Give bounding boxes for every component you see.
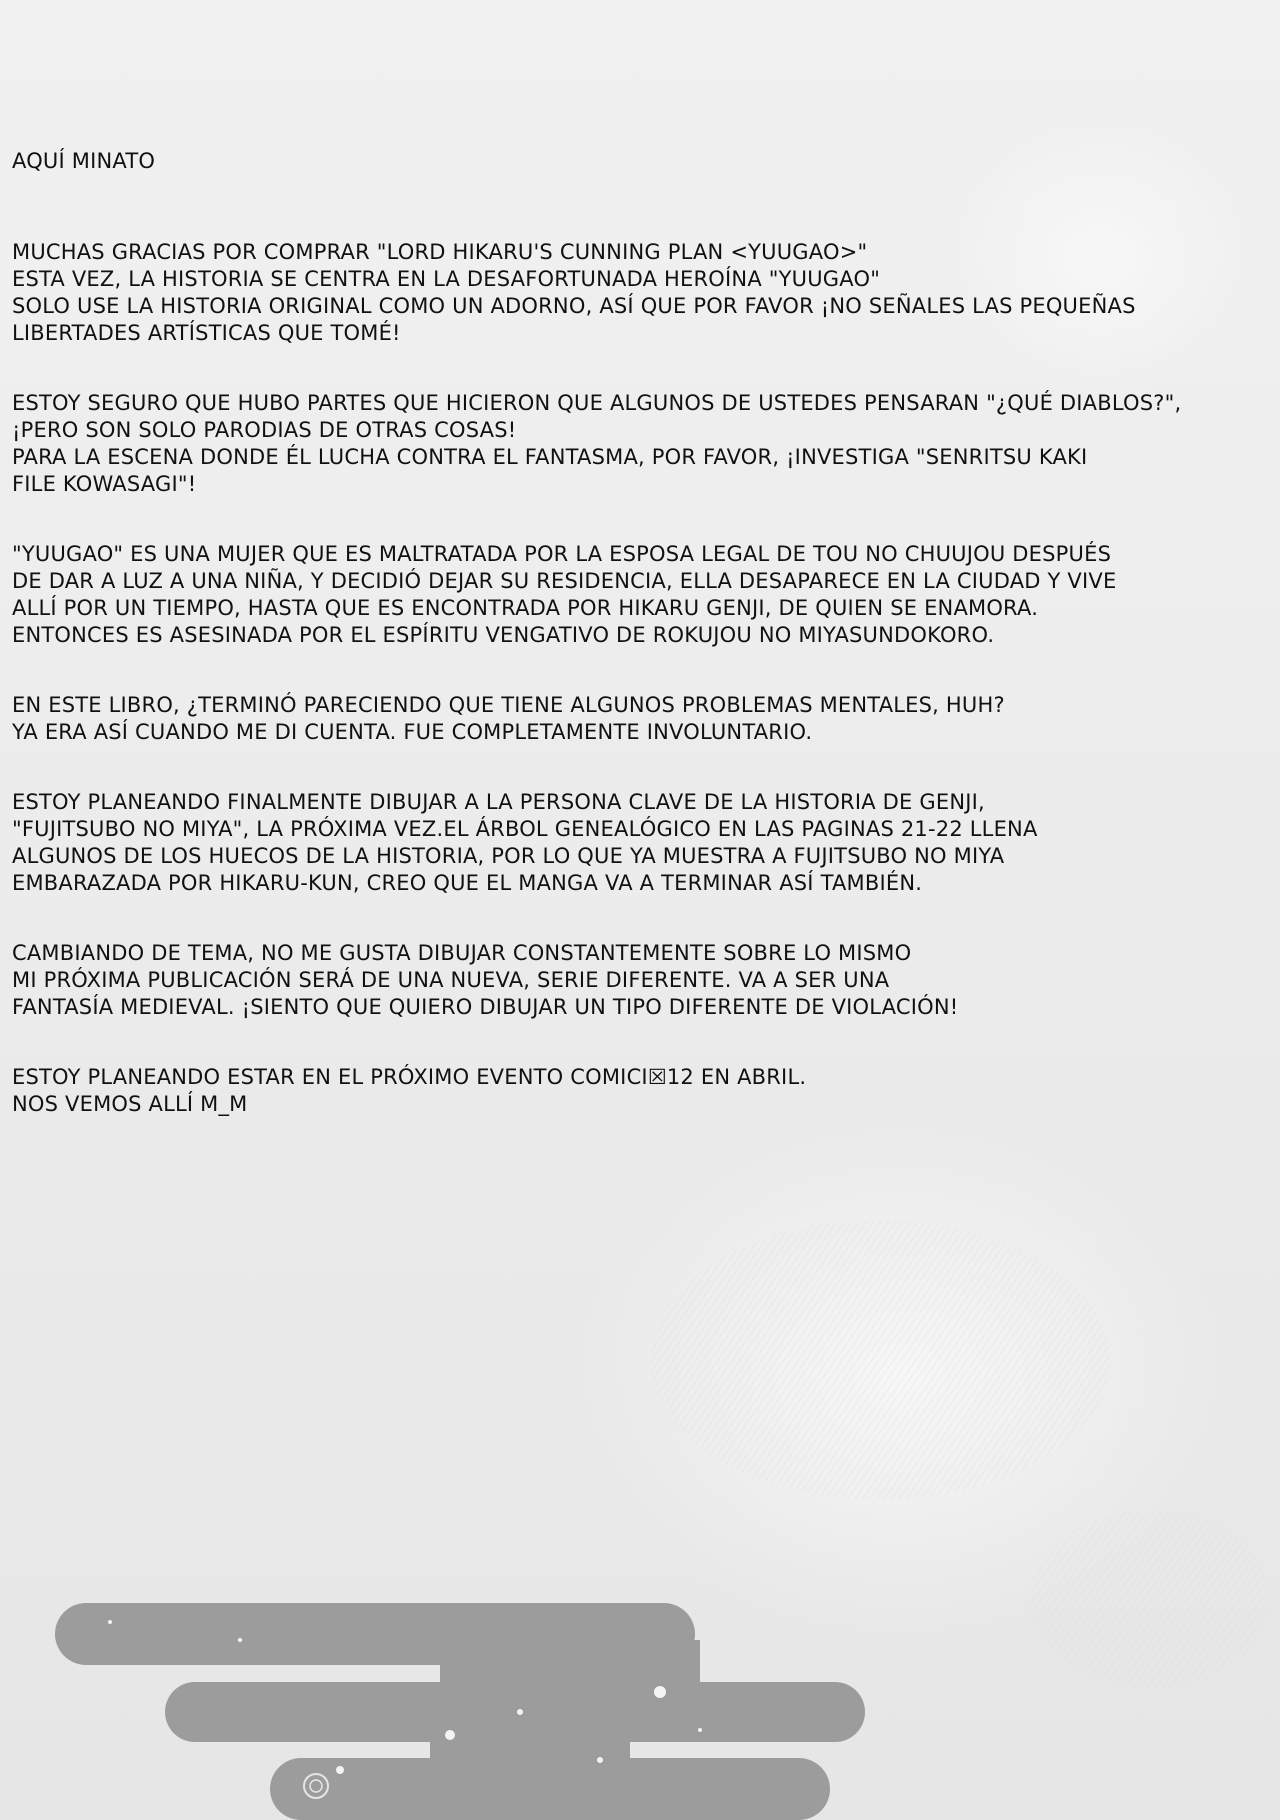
text-line: SOLO USE LA HISTORIA ORIGINAL COMO UN ADORNO, ASÍ QUE POR FAVOR ¡NO SEÑALES LAS PEQUEÑAS xyxy=(12,294,1136,318)
text-line: CAMBIANDO DE TEMA, NO ME GUSTA DIBUJAR CONSTANTEMENTE SOBRE LO MISMO xyxy=(12,941,912,965)
text-line: MUCHAS GRACIAS POR COMPRAR "LORD HIKARU'S CUNNING PLAN <YUUGAO>" xyxy=(12,240,868,264)
text-line: "FUJITSUBO NO MIYA", LA PRÓXIMA VEZ.EL ÁRBOL GENEALÓGICO EN LAS PAGINAS 21-22 LLENA xyxy=(12,817,1038,841)
text-line: AQUÍ MINATO xyxy=(12,149,156,173)
paragraph xyxy=(12,789,1262,897)
text-line: ALLÍ POR UN TIEMPO, HASTA QUE ES ENCONTRADA POR HIKARU GENJI, DE QUIEN SE ENAMORA. xyxy=(12,596,1039,620)
cloud-band-decoration xyxy=(55,1603,865,1820)
paragraph xyxy=(12,541,1262,649)
text-line: LIBERTADES ARTÍSTICAS QUE TOMÉ! xyxy=(12,321,401,345)
paragraph xyxy=(12,940,1262,1021)
author-afterword xyxy=(12,148,1262,1161)
text-line: FILE KOWASAGI"! xyxy=(12,472,197,496)
text-line: EMBARAZADA POR HIKARU-KUN, CREO QUE EL MANGA VA A TERMINAR ASÍ TAMBIÉN. xyxy=(12,871,923,895)
text-line: ALGUNOS DE LOS HUECOS DE LA HISTORIA, POR LO QUE YA MUESTRA A FUJITSUBO NO MIYA xyxy=(12,844,1005,868)
text-line: ESTOY SEGURO QUE HUBO PARTES QUE HICIERON QUE ALGUNOS DE USTEDES PENSARAN "¿QUÉ DIABLOS?", xyxy=(12,391,1182,415)
text-line: "YUUGAO" ES UNA MUJER QUE ES MALTRATADA POR LA ESPOSA LEGAL DE TOU NO CHUUJOU DESPUÉS xyxy=(12,542,1112,566)
paragraph xyxy=(12,390,1262,498)
text-line: PARA LA ESCENA DONDE ÉL LUCHA CONTRA EL FANTASMA, POR FAVOR, ¡INVESTIGA "SENRITSU KAKI xyxy=(12,445,1088,469)
hatched-patch xyxy=(650,1220,1110,1500)
text-line: EN ESTE LIBRO, ¿TERMINÓ PARECIENDO QUE TIENE ALGUNOS PROBLEMAS MENTALES, HUH? xyxy=(12,693,1005,717)
text-line: NOS VEMOS ALLÍ M_M xyxy=(12,1092,248,1116)
paragraph xyxy=(12,1064,1262,1118)
text-line: ESTOY PLANEANDO FINALMENTE DIBUJAR A LA PERSONA CLAVE DE LA HISTORIA DE GENJI, xyxy=(12,790,985,814)
text-line: DE DAR A LUZ A UNA NIÑA, Y DECIDIÓ DEJAR SU RESIDENCIA, ELLA DESAPARECE EN LA CIUDAD Y VIVE xyxy=(12,569,1117,593)
hatched-patch xyxy=(1030,1510,1270,1690)
text-line: ENTONCES ES ASESINADA POR EL ESPÍRITU VENGATIVO DE ROKUJOU NO MIYASUNDOKORO. xyxy=(12,623,995,647)
paragraph xyxy=(12,239,1262,347)
text-line: ESTA VEZ, LA HISTORIA SE CENTRA EN LA DESAFORTUNADA HEROÍNA "YUUGAO" xyxy=(12,267,881,291)
text-line: MI PRÓXIMA PUBLICACIÓN SERÁ DE UNA NUEVA, SERIE DIFERENTE. VA A SER UNA xyxy=(12,968,890,992)
paragraph xyxy=(12,692,1262,746)
text-line: YA ERA ASÍ CUANDO ME DI CUENTA. FUE COMPLETAMENTE INVOLUNTARIO. xyxy=(12,720,813,744)
text-line: ESTOY PLANEANDO ESTAR EN EL PRÓXIMO EVENTO COMICI☒12 EN ABRIL. xyxy=(12,1065,807,1089)
text-line: FANTASÍA MEDIEVAL. ¡SIENTO QUE QUIERO DIBUJAR UN TIPO DIFERENTE DE VIOLACIÓN! xyxy=(12,995,959,1019)
greeting xyxy=(12,148,1262,175)
text-line: ¡PERO SON SOLO PARODIAS DE OTRAS COSAS! xyxy=(12,418,517,442)
